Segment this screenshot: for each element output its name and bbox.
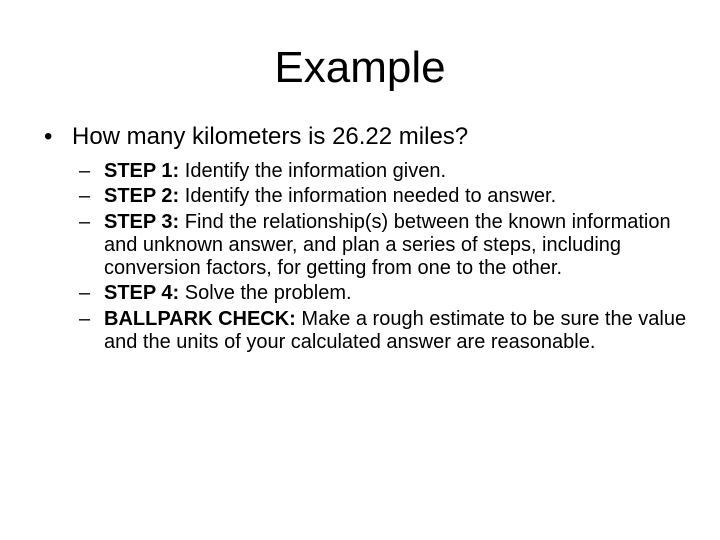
dash-marker: –	[79, 307, 91, 330]
step-body	[104, 160, 689, 183]
step-body	[104, 211, 689, 281]
step-label: STEP 2:	[104, 185, 180, 208]
step-item	[79, 211, 689, 281]
bullet-marker: •	[44, 123, 53, 150]
step-item	[79, 308, 689, 355]
question-text: How many kilometers is 26.22 miles?	[72, 123, 469, 150]
step-item	[79, 185, 689, 208]
dash-marker: –	[79, 160, 91, 182]
question-bullet	[44, 121, 684, 153]
dash-marker: –	[79, 185, 91, 208]
step-text: Make a rough estimate to be sure the value and the units of your calculated answer are reasonable.	[104, 307, 687, 354]
step-label: STEP 1:	[104, 160, 180, 182]
step-text: Identify the information given.	[184, 160, 447, 182]
dash-marker: –	[79, 282, 91, 305]
step-body	[104, 308, 689, 355]
step-label: STEP 4:	[104, 282, 180, 305]
step-item	[79, 282, 689, 305]
step-label: BALLPARK CHECK:	[104, 307, 296, 330]
dash-marker: –	[79, 210, 91, 233]
step-text: Identify the information needed to answer.	[184, 185, 557, 208]
slide-title: Example	[274, 43, 446, 92]
step-body	[104, 282, 689, 305]
step-text: Find the relationship(s) between the known information and unknown answer, and plan a series of steps, including conversion factors, for getting from one to the other.	[104, 210, 671, 280]
step-body	[104, 185, 689, 208]
step-item	[79, 160, 689, 183]
steps-list	[79, 160, 689, 356]
step-label: STEP 3:	[104, 210, 180, 233]
step-text: Solve the problem.	[184, 282, 352, 305]
